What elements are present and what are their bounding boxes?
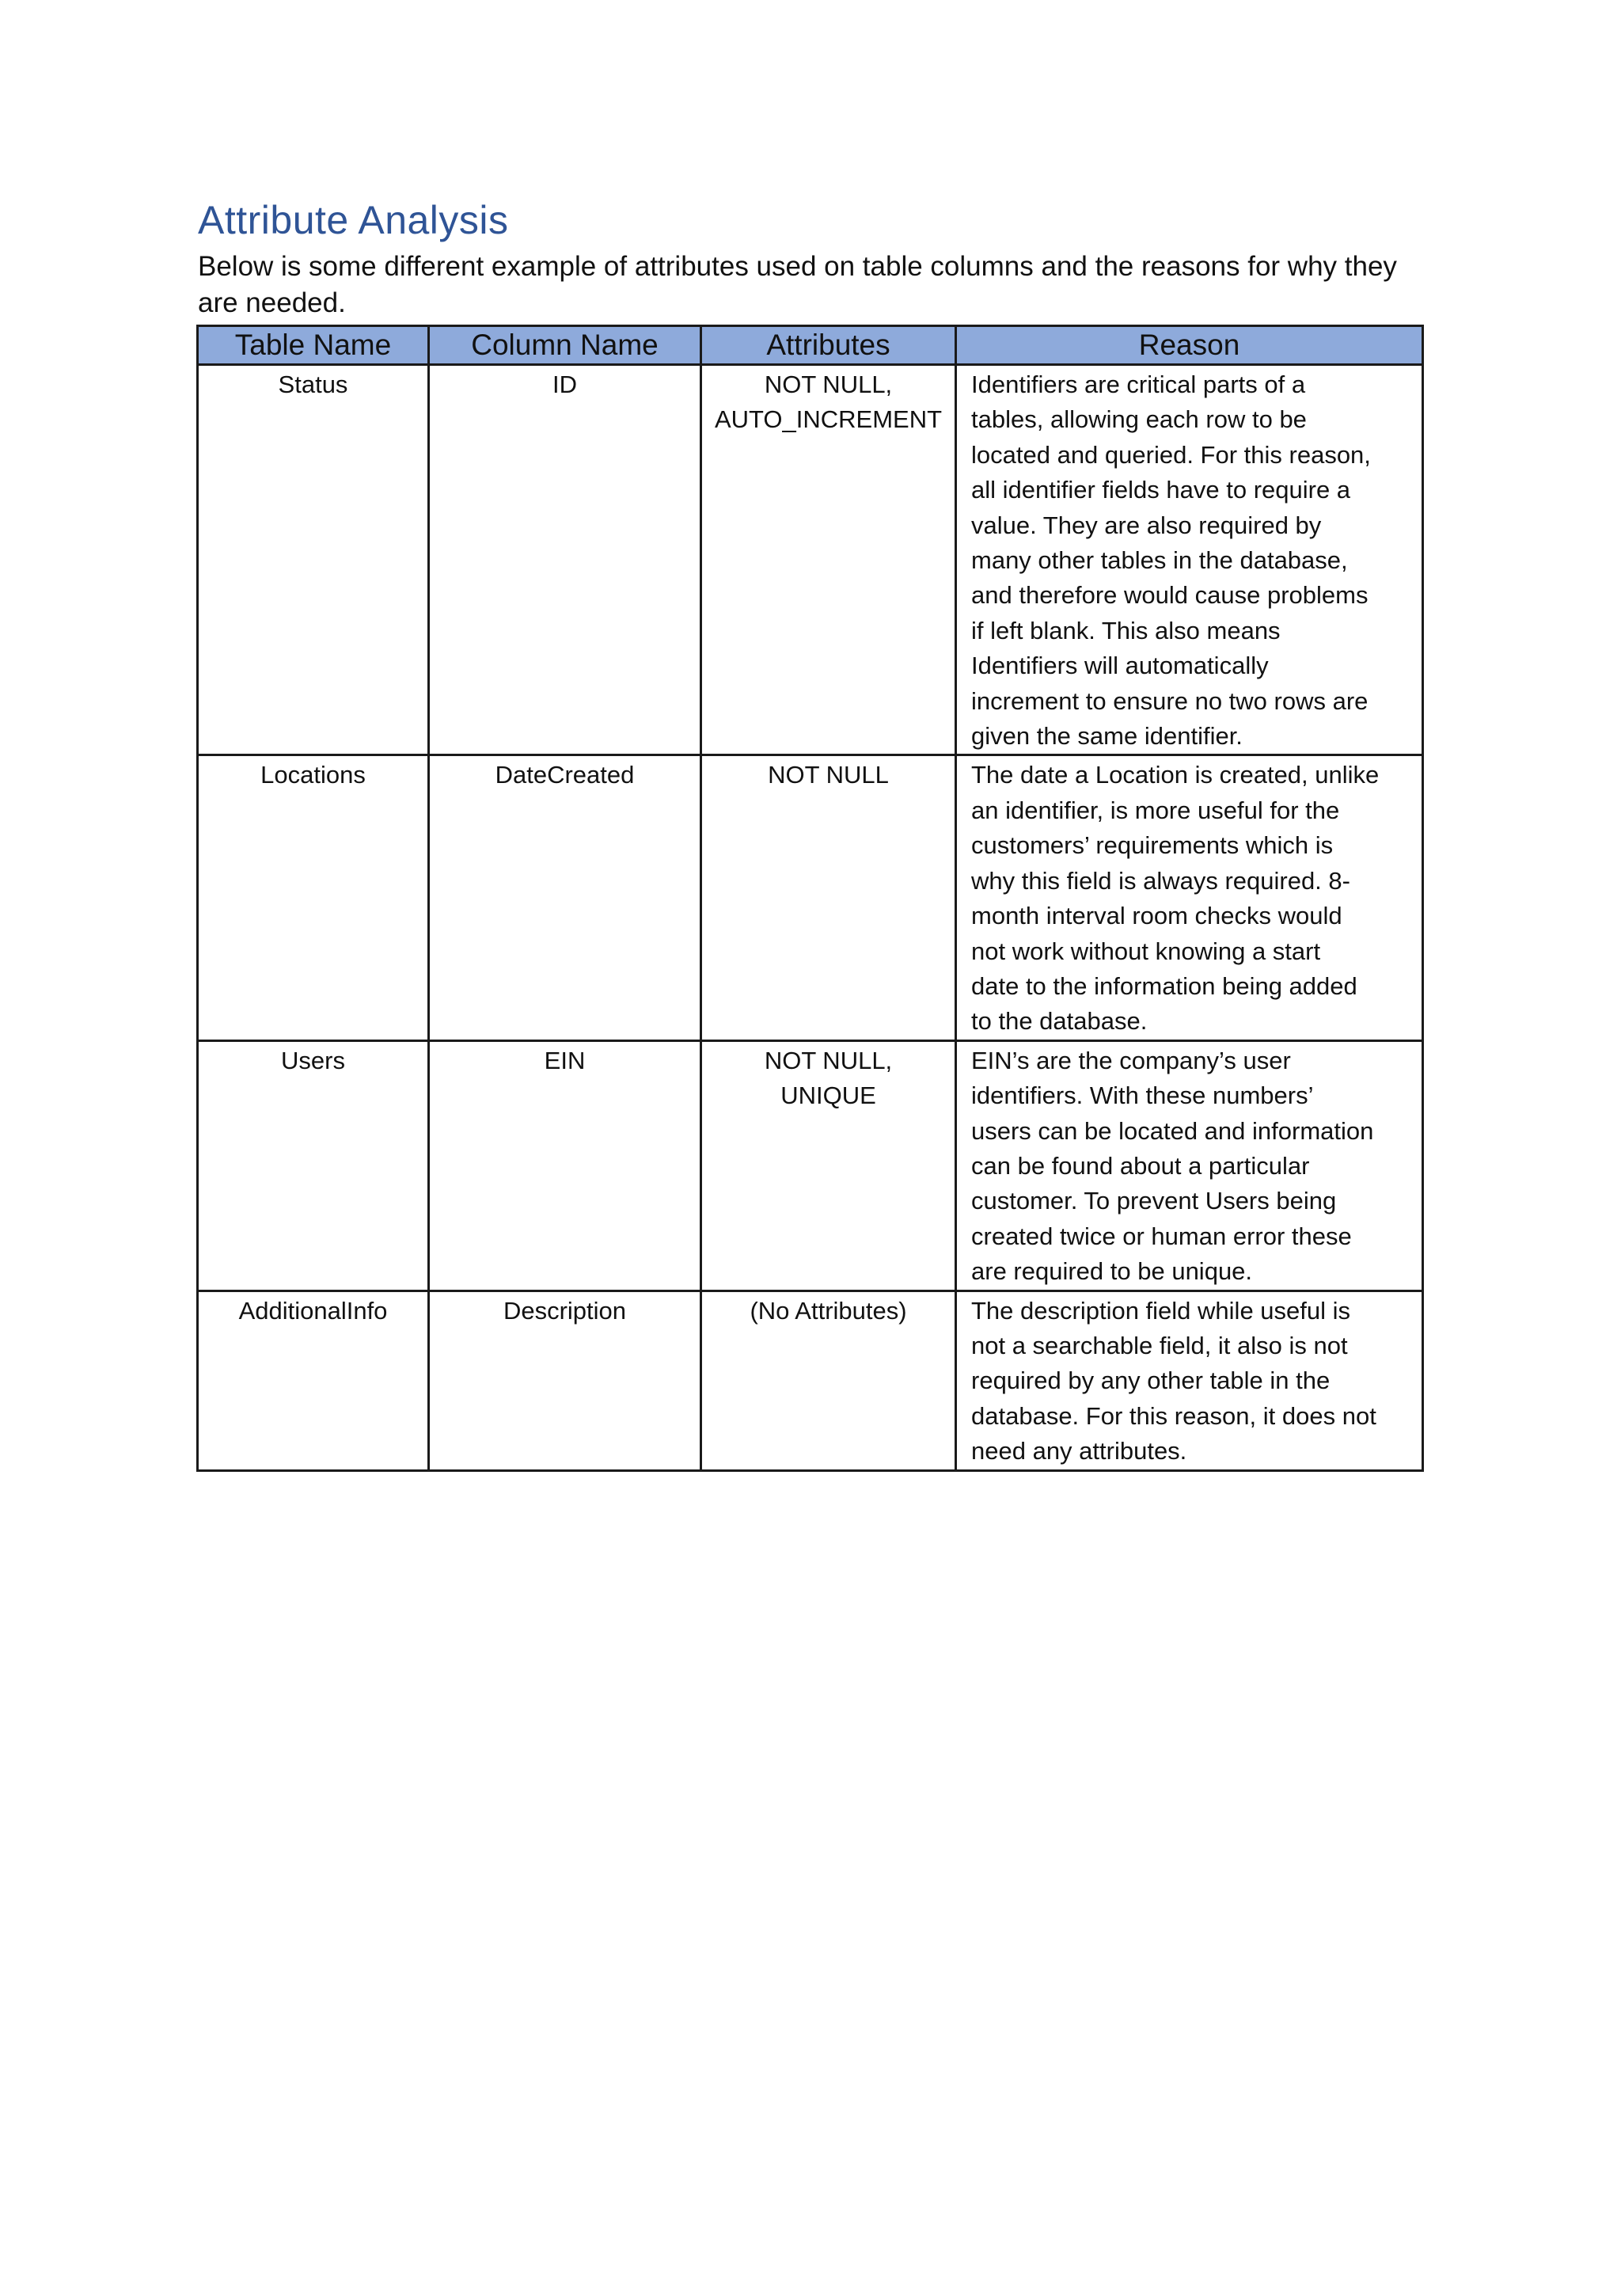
cell-attributes [701,1040,956,1291]
reason-line: month interval room checks would [971,902,1342,930]
reason-line: to the database. [971,1007,1148,1036]
reason-line: customer. To prevent Users being [971,1187,1337,1215]
intro-paragraph: Below is some different example of attributes used on table columns and the reasons for why they are needed. [198,251,1397,318]
reason-line: Identifiers will automatically [971,652,1269,680]
attribute-line: (No Attributes) [750,1296,907,1325]
reason-line: many other tables in the database, [971,546,1348,575]
reason-line: database. For this reason, it does not [971,1401,1376,1430]
header-column-name: Column Name [429,326,701,365]
reason-line: The description field while useful is [971,1296,1351,1325]
reason-line: The date a Location is created, unlike [971,761,1380,789]
reason-line: Identifiers are critical parts of a [971,371,1306,398]
cell-column-name: ID [429,365,701,755]
table-row [198,365,1423,755]
table-row [198,755,1423,1040]
reason-line: need any attributes. [971,1437,1187,1465]
reason-line: date to the information being added [971,971,1357,1000]
cell-column-name: Description [429,1291,701,1470]
header-reason: Reason [956,326,1423,365]
cell-table-name: Users [198,1040,429,1291]
reason-line: if left blank. This also means [971,616,1281,644]
table-row [198,1040,1423,1291]
table-row [198,1291,1423,1470]
cell-reason [956,1291,1423,1470]
header-attributes: Attributes [701,326,956,365]
cell-reason [956,755,1423,1040]
cell-attributes [701,755,956,1040]
reason-line: users can be located and information [971,1116,1374,1145]
cell-column-name: EIN [429,1040,701,1291]
attribute-line: UNIQUE [780,1081,876,1109]
cell-reason [956,365,1423,755]
reason-line: can be found about a particular [971,1151,1310,1180]
reason-line: given the same identifier. [971,722,1243,751]
reason-line: why this field is always required. 8- [971,866,1350,895]
reason-line: not work without knowing a start [971,937,1321,965]
cell-column-name: DateCreated [429,755,701,1040]
cell-attributes [701,1291,956,1470]
cell-table-name: Status [198,365,429,755]
cell-reason [956,1040,1423,1291]
reason-line: EIN’s are the company’s user [971,1046,1291,1074]
cell-table-name: Locations [198,755,429,1040]
attribute-line: AUTO_INCREMENT [714,405,943,433]
reason-line: identifiers. With these numbers’ [971,1081,1314,1110]
reason-line: and therefore would cause problems [971,581,1369,610]
attribute-line: NOT NULL [768,761,889,789]
reason-line: created twice or human error these [971,1222,1352,1250]
attribute-table [196,325,1424,1472]
header-table-name: Table Name [198,326,429,365]
reason-line: all identifier fields have to require a [971,476,1351,504]
cell-attributes [701,365,956,755]
reason-line: required by any other table in the [971,1367,1331,1395]
attribute-line: NOT NULL, [764,371,893,398]
reason-line: located and queried. For this reason, [971,440,1371,469]
attribute-line: NOT NULL, [764,1046,893,1074]
reason-line: tables, allowing each row to be [971,405,1307,434]
cell-table-name: AdditionalInfo [198,1291,429,1470]
reason-line: an identifier, is more useful for the [971,796,1340,824]
table-header-row [198,326,1423,365]
page-title: Attribute Analysis [198,198,509,242]
reason-line: customers’ requirements which is [971,831,1334,860]
reason-line: are required to be unique. [971,1257,1253,1286]
reason-line: increment to ensure no two rows are [971,686,1369,715]
reason-line: value. They are also required by [971,511,1322,539]
reason-line: not a searchable field, it also is not [971,1331,1348,1359]
